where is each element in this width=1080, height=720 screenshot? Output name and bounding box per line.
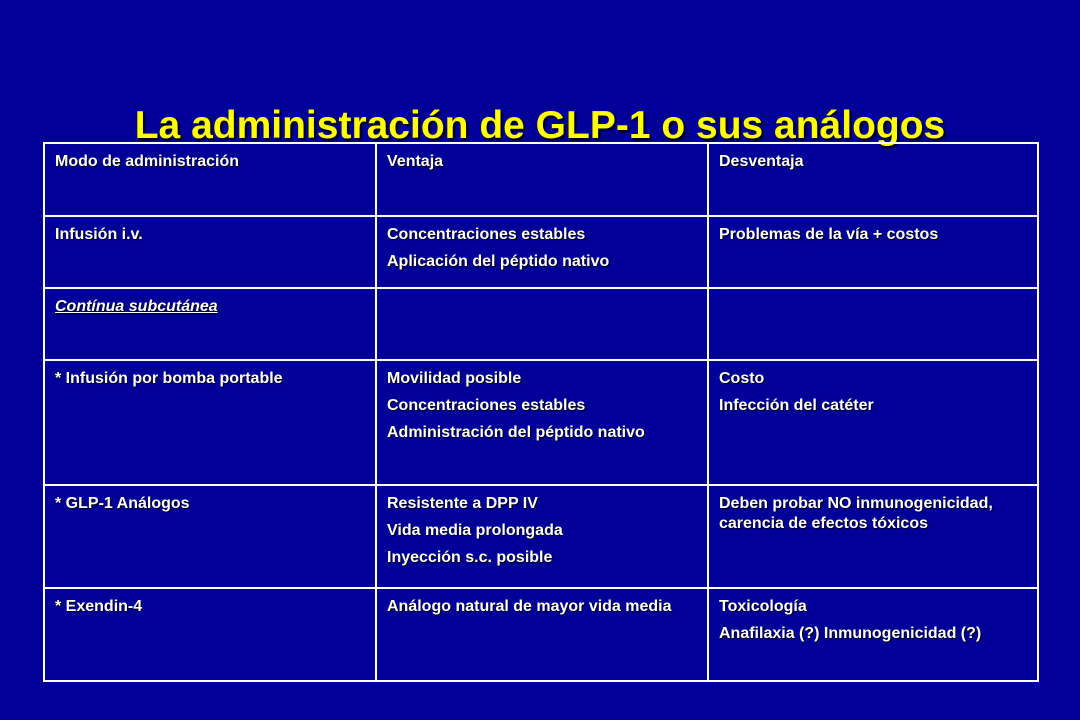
- table-row: [44, 288, 1038, 360]
- table-row: [44, 588, 1038, 681]
- cell-advantage-empty: [376, 288, 708, 360]
- cell-text: Problemas de la vía + costos: [719, 226, 939, 243]
- cell-mode: [44, 360, 376, 485]
- table-row: [44, 485, 1038, 588]
- cell-disadvantage-empty: [708, 288, 1038, 360]
- comparison-table: [43, 142, 1039, 682]
- header-disadvantage-label: Desventaja: [719, 153, 804, 170]
- header-cell-advantage: [376, 143, 708, 216]
- cell-text: Deben probar NO inmunogenicidad, carencia de efectos tóxicos: [719, 495, 993, 532]
- table-row: [44, 360, 1038, 485]
- cell-disadvantage: [708, 360, 1038, 485]
- cell-text: Costo: [719, 370, 765, 387]
- cell-text: Resistente a DPP IV: [387, 495, 538, 512]
- cell-disadvantage: [708, 216, 1038, 288]
- table-header-row: [44, 143, 1038, 216]
- cell-disadvantage: [708, 588, 1038, 681]
- cell-text: Movilidad posible: [387, 370, 522, 387]
- cell-text: Aplicación del péptido nativo: [387, 253, 610, 270]
- cell-text: * GLP-1 Análogos: [55, 495, 190, 512]
- cell-text: Análogo natural de mayor vida media: [387, 598, 672, 615]
- header-mode-label: Modo de administración: [55, 153, 240, 170]
- cell-text: Administración del péptido nativo: [387, 424, 645, 441]
- cell-text: Infusión i.v.: [55, 226, 143, 243]
- cell-advantage: [376, 216, 708, 288]
- cell-mode: [44, 288, 376, 360]
- cell-advantage: [376, 485, 708, 588]
- cell-text: * Exendin-4: [55, 598, 143, 615]
- section-heading: Contínua subcutánea: [55, 298, 218, 315]
- cell-text: * Infusión por bomba portable: [55, 370, 283, 387]
- header-cell-disadvantage: [708, 143, 1038, 216]
- cell-text: Concentraciones estables: [387, 397, 586, 414]
- cell-advantage: [376, 588, 708, 681]
- cell-text: Anafilaxia (?) Inmunogenicidad (?): [719, 625, 982, 642]
- cell-mode: [44, 588, 376, 681]
- header-cell-mode: [44, 143, 376, 216]
- cell-text: Vida media prolongada: [387, 522, 563, 539]
- cell-mode: [44, 485, 376, 588]
- slide-title: La administración de GLP-1 o sus análogos: [134, 104, 946, 147]
- cell-text: Inyección s.c. posible: [387, 549, 553, 566]
- cell-disadvantage: [708, 485, 1038, 588]
- cell-mode: [44, 216, 376, 288]
- cell-text: Concentraciones estables: [387, 226, 586, 243]
- cell-text: Infección del catéter: [719, 397, 874, 414]
- cell-text: Toxicología: [719, 598, 807, 615]
- table-row: [44, 216, 1038, 288]
- cell-advantage: [376, 360, 708, 485]
- header-advantage-label: Ventaja: [387, 153, 444, 170]
